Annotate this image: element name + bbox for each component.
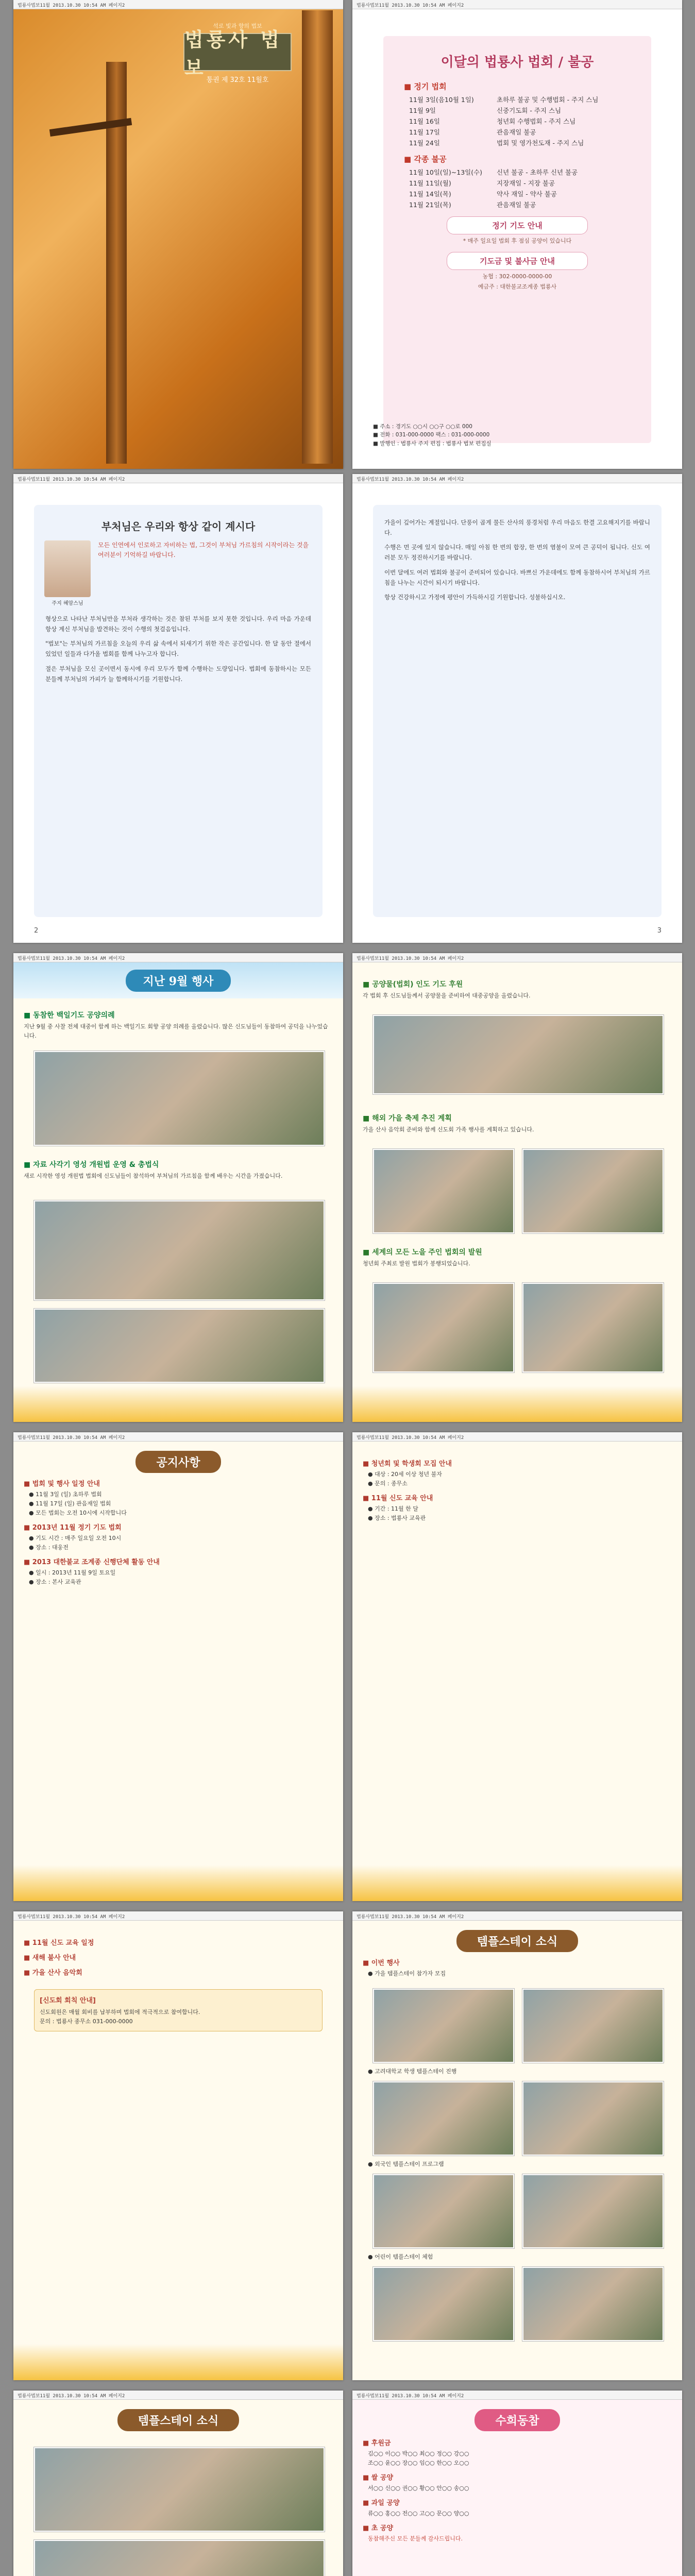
article-quote: 모든 인연에서 인로하고 자비하는 법, 그것이 부처님 가르침의 시작이라는 것을 여러분이 기억하길 바랍니다. (98, 541, 309, 559)
schedule-row: 11월 24일 법회 및 영가천도재 - 주지 스님 (409, 139, 584, 147)
news-heading: ■ 이번 행사 (363, 1959, 400, 1967)
print-slug: 법룡사법보11월 2013.10.30 10:54 AM 페이지2 (352, 953, 682, 962)
donor-heading: ■ 초 공양 (363, 2524, 394, 2532)
print-slug: 법룡사법보11월 2013.10.30 10:54 AM 페이지2 (13, 474, 343, 483)
schedule-box (383, 36, 651, 443)
info-box (34, 1989, 323, 2031)
masthead-subtitle: 석로 빛과 향의 법보 (213, 23, 262, 29)
article-page (13, 474, 343, 943)
events-title: 지난 9월 행사 (126, 970, 231, 992)
event-photo (522, 1283, 664, 1372)
issue-number: 통권 제 32호 11월호 (206, 76, 269, 84)
print-slug: 법룡사법보11월 2013.10.30 10:54 AM 페이지2 (352, 1432, 682, 1442)
masthead-title: 법룡사 법보 (183, 33, 292, 71)
notice-line: ● 기도 시간 : 매주 일요일 오전 10시 (29, 1535, 122, 1541)
notice-heading: ■ 11월 신도 교육 안내 (363, 1495, 433, 1502)
autumn-leaves-decoration (13, 1865, 343, 1901)
autumn-leaves-decoration (352, 1386, 682, 1422)
notice-line: ● 11월 17일 (일) 관음재일 법회 (29, 1500, 111, 1507)
event-photo (34, 1051, 325, 1146)
event-photo (373, 1283, 514, 1372)
event-photo (34, 1309, 325, 1383)
print-slug: 법룡사법보11월 2013.10.30 10:54 AM 페이지2 (352, 1911, 682, 1921)
news-photo (522, 2174, 664, 2248)
temple-stay-page (352, 1911, 682, 2380)
events-header (13, 962, 343, 998)
event-text: 새로 시작한 영성 개원법 법회에 신도님들이 참석하여 부처님의 가르침을 함께 배우는 시간을 가졌습니다. (24, 1173, 283, 1179)
notice-line: ● 일시 : 2013년 11월 9일 토요일 (29, 1569, 116, 1576)
notice-line: ● 장소 : 대웅전 (29, 1544, 69, 1551)
info-line: 신도회원은 매월 회비를 납부하며 법회에 적극적으로 참여합니다. (40, 2009, 200, 2015)
news-photo (373, 2081, 514, 2156)
article-body: 형상으로 나타난 부처님만을 부처라 생각하는 것은 참된 부처를 보지 못한 것입니다. 우리 마음 가운데 항상 계신 부처님을 발견하는 것이 수행의 첫걸음입니다. "법보"는 부처님의 가르침을 오늘의 우리 삶 속에서 되새기기 위한 작은 공간입니다. 한 달 동안 절에서 있었던 일들과 다가올 법회를 함께 나누고자 합니다. 절은 부처님을 모신 곳이면서 동시에 우리 모두가 함께 수행하는 도량입니다. 법회에 동참하시는 모든 분들께 부처님의 가피가 늘 함께하시기를 기원합니다. (45, 615, 311, 683)
schedule-heading: 이달의 법룡사 법회 / 불공 (440, 55, 594, 70)
page-number: 2 (34, 927, 39, 935)
notice-line: ● 대상 : 20세 이상 청년 불자 (368, 1471, 442, 1478)
news-header (352, 1930, 682, 1952)
news-caption: ● 고려대학교 학생 템플스테이 진행 (368, 2068, 457, 2075)
print-slug: 법룡사법보11월 2013.10.30 10:54 AM 페이지2 (13, 2391, 343, 2400)
news-caption: ● 외국인 템플스테이 프로그램 (368, 2161, 444, 2167)
news-photo (373, 2174, 514, 2248)
info-title: [신도회 회칙 안내] (40, 1997, 96, 2005)
notice-heading: ■ 새해 불사 안내 (24, 1954, 76, 1962)
print-slug: 법룡사법보11월 2013.10.30 10:54 AM 페이지2 (352, 2391, 682, 2400)
print-slug: 법룡사법보11월 2013.10.30 10:54 AM 페이지2 (13, 1911, 343, 1921)
notice-heading: ■ 가을 산사 음악회 (24, 1969, 82, 1977)
schedule-row: 11월 10일(일)~13일(수) 신년 불공 - 초하루 신년 불공 (409, 168, 578, 176)
account-holder: 예금주 : 대한불교조계종 법룡사 (478, 283, 557, 290)
news-photo (522, 2267, 664, 2341)
event-photo (34, 1200, 325, 1300)
bank-account: 농협 : 302-0000-0000-00 (482, 273, 552, 280)
notice-line: ● 모든 법회는 오전 10시에 시작합니다 (29, 1510, 127, 1516)
notice-line: ● 장소 : 본사 교육관 (29, 1579, 81, 1585)
event-heading: ■ 공양물(법회) 인도 기도 후원 (363, 980, 463, 989)
donor-names: 조○○ 윤○○ 장○○ 임○○ 한○○ 오○○ (368, 2460, 469, 2466)
event-text: 청년회 주최로 발원 법회가 봉행되었습니다. (363, 1260, 470, 1267)
regular-section-title: ■ 정기 법회 (404, 82, 447, 91)
article-body: 가을이 깊어가는 계절입니다. 단풍이 곱게 물든 산사의 풍경처럼 우리 마음도 한결 고요해지기를 바랍니다. 수행은 먼 곳에 있지 않습니다. 매일 아침 한 번의 합장, 한 번의 염불이 모여 큰 공덕이 됩니다. 신도 여러분 모두 정진하시기를 바랍니다. 이번 달에도 여러 법회와 불공이 준비되어 있습니다. 바쁘신 가운데에도 함께 동참하시어 부처님의 가르침을 나누는 시간이 되시기 바랍니다. 항상 건강하시고 가정에 평안이 가득하시길 기원합니다. 성불하십시오. (384, 519, 650, 601)
schedule-row: 11월 3일(음10월 1일) 초하루 불공 및 수행법회 - 주지 스님 (409, 96, 599, 104)
schedule-row: 11월 16일 청년회 수행법회 - 주지 스님 (409, 117, 576, 125)
article-frame (373, 505, 662, 917)
info-line: 문의 : 법룡사 종무소 031-000-0000 (40, 2018, 133, 2025)
news-caption: ● 어린이 템플스테이 체험 (368, 2253, 433, 2260)
cover-pillar-photo (302, 10, 333, 464)
autumn-leaves-decoration (13, 1386, 343, 1422)
events-page-continued (352, 953, 682, 1422)
prayer-banner: 정기 기도 안내 (447, 216, 588, 234)
news-photo (34, 2540, 325, 2576)
event-text: 각 법회 후 신도님들께서 공양물을 준비하여 대중공양을 올렸습니다. (363, 992, 531, 999)
news-photo (522, 1989, 664, 2063)
event-text: 지난 9월 중 사찰 전체 대중이 함께 하는 백일기도 회향 공양 의례를 올렸습니다. 많은 신도님들이 동참하여 공덕을 나누었습니다. (24, 1023, 328, 1039)
schedule-row: 11월 14일(목) 약사 재일 - 약사 불공 (409, 190, 557, 198)
notice-heading: ■ 법회 및 행사 일정 안내 (24, 1480, 100, 1488)
schedule-row: 11월 21일(목) 관음재일 불공 (409, 201, 536, 209)
news-photo (34, 2447, 325, 2532)
autumn-leaves-decoration (352, 1865, 682, 1901)
notice-line: ● 기간 : 11월 한 달 (368, 1505, 418, 1512)
event-heading: ■ 세계의 모든 노을 주인 법회의 발원 (363, 1248, 482, 1257)
donors-header (352, 2409, 682, 2431)
article-page-continued (352, 474, 682, 943)
donor-heading: ■ 후원금 (363, 2439, 391, 2447)
news-title: 템플스테이 소식 (456, 1930, 578, 1952)
donor-names: 류○○ 홍○○ 전○○ 고○○ 문○○ 양○○ (368, 2510, 469, 2517)
donor-names: 김○○ 이○○ 박○○ 최○○ 정○○ 강○○ (368, 2450, 469, 2457)
notice-line: ● 문의 : 종무소 (368, 1480, 408, 1487)
news-title: 템플스테이 소식 (117, 2409, 239, 2431)
autumn-leaves-decoration (13, 2344, 343, 2380)
print-slug: 법룡사법보11월 2013.10.30 10:54 AM 페이지2 (352, 474, 682, 483)
prayer-note: * 매주 일요일 법회 후 점심 공양이 있습니다 (463, 238, 572, 244)
donors-page (352, 2391, 682, 2576)
masthead (183, 22, 292, 99)
notice-line: ● 장소 : 법룡사 교육관 (368, 1515, 426, 1521)
news-photo (373, 1989, 514, 2063)
notice-heading: ■ 2013 대한불교 조계종 신행단체 활동 안내 (24, 1558, 160, 1566)
event-heading: ■ 해외 가을 축제 추진 계획 (363, 1114, 452, 1123)
schedule-row: 11월 11일(월) 지장재일 - 지장 불공 (409, 179, 555, 187)
notice-page-continued (352, 1432, 682, 1901)
portrait-caption: 주지 혜암스님 (52, 601, 83, 606)
print-slug: 법룡사법보11월 2013.10.30 10:54 AM 페이지2 (352, 0, 682, 9)
donor-heading: ■ 과일 공양 (363, 2499, 400, 2507)
print-slug: 법룡사법보11월 2013.10.30 10:54 AM 페이지2 (13, 953, 343, 962)
temple-address: ■ 주소 : 경기도 ○○시 ○○구 ○○로 000 ■ 전화 : 031-000-0000 팩스 : 031-000-0000 ■ 발행인 : 법룡사 주지 편집 : 법룡사 법보 편집실 (373, 423, 491, 447)
notice-heading: ■ 11월 신도 교육 일정 (24, 1939, 94, 1947)
news-header (13, 2409, 343, 2431)
donor-names: 서○○ 신○○ 권○○ 황○○ 안○○ 송○○ (368, 2485, 469, 2492)
news-photo (522, 2081, 664, 2156)
donors-title: 수희동참 (474, 2409, 560, 2431)
schedule-page (352, 0, 682, 469)
notice-page-2 (13, 1911, 343, 2380)
donor-heading: ■ 쌀 공양 (363, 2474, 394, 2482)
notice-page (13, 1432, 343, 1901)
schedule-row: 11월 9일 신중기도회 - 주지 스님 (409, 107, 562, 114)
event-photo (373, 1015, 664, 1094)
event-text: 가을 산사 음악회 준비와 함께 신도회 가족 행사를 계획하고 있습니다. (363, 1126, 534, 1133)
article-frame (34, 505, 323, 917)
event-photo (373, 1149, 514, 1233)
print-slug: 법룡사법보11월 2013.10.30 10:54 AM 페이지2 (13, 1432, 343, 1442)
news-photo (373, 2267, 514, 2341)
notice-heading: ■ 2013년 11월 정기 기도 법회 (24, 1524, 122, 1532)
donor-thanks: 동참해주신 모든 분들께 감사드립니다. (368, 2535, 463, 2542)
event-photo (522, 1149, 664, 1233)
schedule-row: 11월 17일 관음재일 불공 (409, 128, 536, 136)
article-title: 부처님은 우리와 항상 같이 계시다 (101, 520, 256, 533)
notice-heading: ■ 청년회 및 학생회 모집 안내 (363, 1460, 452, 1468)
event-heading: ■ 동참한 백일기도 공양의례 (24, 1011, 115, 1020)
events-page (13, 953, 343, 1422)
donation-banner: 기도금 및 불사금 안내 (447, 252, 588, 270)
print-slug: 법룡사법보11월 2013.10.30 10:54 AM 페이지2 (13, 0, 343, 9)
notice-line: ● 11월 3일 (일) 초하루 법회 (29, 1491, 102, 1498)
page-number: 3 (657, 927, 662, 935)
event-heading: ■ 자료 사각기 영성 개원법 운영 & 총법식 (24, 1161, 159, 1169)
temple-stay-page-continued (13, 2391, 343, 2576)
special-section-title: ■ 각종 불공 (404, 155, 447, 164)
cover-page (13, 0, 343, 469)
abbot-portrait (44, 540, 91, 606)
notice-header (13, 1451, 343, 1473)
news-caption: ● 가을 템플스테이 참가자 모집 (368, 1970, 446, 1977)
notice-title: 공지사항 (135, 1451, 221, 1473)
